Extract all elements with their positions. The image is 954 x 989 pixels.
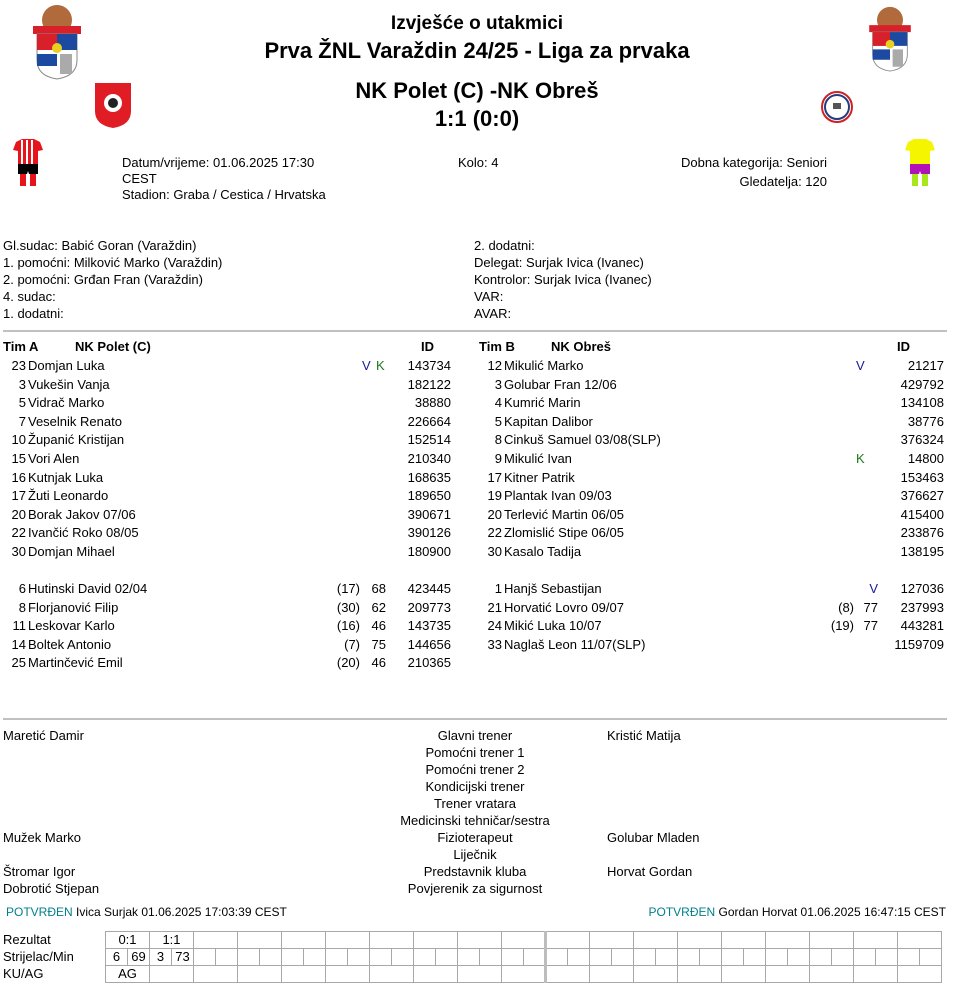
player-name: Vukešin Vanja bbox=[28, 376, 110, 392]
goal-type-cell: AG bbox=[106, 966, 150, 983]
player-row bbox=[0, 543, 460, 562]
goal-type-cell bbox=[854, 966, 898, 983]
player-name: Borak Jakov 07/06 bbox=[28, 506, 136, 522]
goal-minute-cell bbox=[304, 949, 326, 966]
official-fourth: 4. sudac: bbox=[3, 289, 56, 304]
player-number: 3 bbox=[494, 376, 502, 392]
player-id: 423445 bbox=[407, 581, 451, 596]
player-row bbox=[0, 357, 460, 376]
player-number: 14 bbox=[11, 636, 26, 652]
result-cell bbox=[458, 932, 502, 949]
scorer-number-cell bbox=[722, 949, 744, 966]
player-number: 22 bbox=[11, 525, 26, 541]
team-a-id-header: ID bbox=[421, 339, 434, 354]
scorer-number-cell bbox=[678, 949, 700, 966]
goal-type-cell bbox=[414, 966, 458, 983]
confirmed-by: Ivica Surjak 01.06.2025 17:03:39 CEST bbox=[76, 905, 287, 919]
player-id: 168635 bbox=[407, 469, 451, 485]
player-id: 38776 bbox=[907, 413, 944, 429]
match-score: 1:1 (0:0) bbox=[434, 106, 520, 131]
goals-row-labels bbox=[3, 931, 74, 982]
captain-marker: V bbox=[362, 358, 371, 373]
staff-role: Glavni trener bbox=[437, 728, 513, 743]
player-row bbox=[476, 487, 944, 506]
result-cell bbox=[678, 932, 722, 949]
player-number: 20 bbox=[11, 506, 26, 522]
sub-row bbox=[0, 617, 460, 636]
result-cell bbox=[370, 932, 414, 949]
player-number: 3 bbox=[18, 376, 26, 392]
sub-row bbox=[476, 617, 944, 636]
player-id: 38880 bbox=[414, 395, 451, 411]
player-row bbox=[0, 506, 460, 525]
home-staff-member: Mužek Marko bbox=[3, 830, 82, 845]
player-row bbox=[476, 543, 944, 562]
goal-type-cell bbox=[766, 966, 810, 983]
scorer-number-cell bbox=[458, 949, 480, 966]
spectators: Gledatelja: 120 bbox=[739, 174, 827, 189]
player-name: Cinkuš Samuel 03/08(SLP) bbox=[504, 432, 661, 448]
sub-minute: 68 bbox=[371, 581, 386, 596]
confirmed-status: POTVRĐEN bbox=[6, 905, 73, 919]
staff-role: Fizioterapeut bbox=[437, 830, 513, 845]
player-row bbox=[476, 469, 944, 488]
result-cell bbox=[194, 932, 238, 949]
match-title bbox=[0, 78, 954, 104]
team-b-name: NK Obreš bbox=[551, 339, 611, 354]
player-row bbox=[476, 506, 944, 525]
player-name: Mikulić Ivan bbox=[504, 451, 572, 466]
player-name: Veselnik Renato bbox=[28, 413, 122, 429]
captain-marker: V bbox=[856, 358, 865, 373]
result-cell bbox=[238, 932, 282, 949]
official-var: VAR: bbox=[474, 289, 504, 304]
player-name: Kutnjak Luka bbox=[28, 469, 104, 485]
player-number: 5 bbox=[18, 395, 26, 411]
player-row bbox=[0, 394, 460, 413]
player-id: 209773 bbox=[407, 599, 451, 615]
staff-role: Pomoćni trener 1 bbox=[425, 745, 525, 760]
player-name: Plantak Ivan 09/03 bbox=[504, 488, 612, 504]
team-b-label: Tim B bbox=[479, 339, 515, 354]
away-staff-member: Kristić Matija bbox=[607, 728, 681, 743]
player-id: 443281 bbox=[900, 618, 944, 634]
goal-type-cell bbox=[590, 966, 634, 983]
player-id: 134108 bbox=[900, 395, 944, 411]
sub-row bbox=[476, 580, 944, 599]
goal-type-cell bbox=[458, 966, 502, 983]
goal-minute-cell bbox=[568, 949, 590, 966]
scorer-number-cell bbox=[326, 949, 348, 966]
confirmation-right bbox=[648, 905, 946, 919]
player-row bbox=[476, 450, 944, 469]
replaced-player: (17) bbox=[336, 581, 360, 596]
player-name: Kitner Patrik bbox=[504, 469, 575, 485]
replaced-player: (7) bbox=[344, 636, 360, 652]
player-id: 153463 bbox=[900, 469, 944, 485]
sub-minute: 62 bbox=[371, 599, 386, 615]
captain-marker: V bbox=[869, 581, 878, 596]
goals-table bbox=[105, 931, 942, 983]
player-row bbox=[476, 376, 944, 395]
player-id: 233876 bbox=[900, 525, 944, 541]
goal-minute-cell bbox=[524, 949, 546, 966]
home-staff-member: Dobrotić Stjepan bbox=[3, 881, 100, 896]
goal-type-cell bbox=[898, 966, 942, 983]
sub-row bbox=[0, 599, 460, 618]
player-name: Hutinski David 02/04 bbox=[28, 581, 148, 596]
player-number: 30 bbox=[11, 544, 26, 559]
result-row bbox=[106, 932, 942, 949]
player-id: 189650 bbox=[407, 488, 451, 504]
scorer-number-cell bbox=[502, 949, 524, 966]
goal-minute-cell bbox=[260, 949, 282, 966]
result-cell bbox=[414, 932, 458, 949]
goal-type-cell bbox=[150, 966, 194, 983]
player-name: Kumrić Marin bbox=[504, 395, 581, 411]
sub-row bbox=[0, 636, 460, 655]
player-row bbox=[0, 469, 460, 488]
staff-role: Medicinski tehničar/sestra bbox=[400, 813, 550, 828]
official-delegate: Delegat: Surjak Ivica (Ivanec) bbox=[474, 255, 644, 270]
official-additional-1: 1. dodatni: bbox=[3, 306, 64, 321]
player-name: Ivančić Roko 08/05 bbox=[28, 525, 139, 541]
player-id: 210365 bbox=[407, 655, 451, 671]
label-result: Rezultat bbox=[3, 932, 51, 947]
sub-minute: 46 bbox=[371, 655, 386, 671]
player-row bbox=[0, 413, 460, 432]
goal-type-cell bbox=[238, 966, 282, 983]
goal-minute-cell bbox=[392, 949, 414, 966]
result-cell: 0:1 bbox=[106, 932, 150, 949]
scorer-number-cell bbox=[546, 949, 568, 966]
goal-type-cell bbox=[678, 966, 722, 983]
player-number: 6 bbox=[18, 581, 26, 596]
player-name: Mikić Luka 10/07 bbox=[504, 618, 602, 634]
player-number: 1 bbox=[494, 581, 502, 596]
officials-right bbox=[474, 237, 652, 322]
match-stadium: Stadion: Graba / Cestica / Hrvatska bbox=[122, 187, 326, 202]
match-datetime: Datum/vrijeme: 01.06.2025 17:30 bbox=[122, 155, 315, 170]
divider bbox=[3, 330, 947, 332]
player-number: 19 bbox=[487, 488, 502, 504]
player-name: Domjan Mihael bbox=[28, 544, 115, 559]
goal-type-cell bbox=[502, 966, 546, 983]
result-cell bbox=[546, 932, 590, 949]
team-b-id-header: ID bbox=[897, 339, 910, 354]
player-number: 12 bbox=[487, 358, 502, 373]
staff-role: Predstavnik kluba bbox=[423, 864, 527, 879]
keeper-marker: K bbox=[856, 451, 865, 466]
player-name: Županić Kristijan bbox=[28, 432, 125, 448]
confirmation-left bbox=[6, 905, 287, 919]
sub-minute: 77 bbox=[863, 599, 878, 615]
sub-row bbox=[0, 654, 460, 673]
player-name: Leskovar Karlo bbox=[28, 618, 115, 634]
home-team-name: NK Polet (C) bbox=[355, 78, 484, 103]
player-name: Vidrač Marko bbox=[28, 395, 105, 411]
scorer-number-cell bbox=[370, 949, 392, 966]
replaced-player: (16) bbox=[336, 618, 360, 634]
away-kit-icon bbox=[904, 138, 936, 188]
goal-minute-cell bbox=[480, 949, 502, 966]
goal-type-cell bbox=[722, 966, 766, 983]
goal-minute-cell bbox=[348, 949, 370, 966]
player-id: 390671 bbox=[407, 506, 451, 522]
player-name: Horvatić Lovro 09/07 bbox=[504, 599, 624, 615]
scorer-number-cell bbox=[766, 949, 788, 966]
goal-minute-cell bbox=[876, 949, 898, 966]
player-name: Hanjš Sebastijan bbox=[504, 581, 602, 596]
sub-row bbox=[476, 599, 944, 618]
player-number: 11 bbox=[12, 618, 26, 634]
goal-minute-cell bbox=[744, 949, 766, 966]
type-row bbox=[106, 966, 942, 983]
player-id: 144656 bbox=[407, 636, 451, 652]
scorer-number-cell bbox=[238, 949, 260, 966]
goal-type-cell bbox=[370, 966, 414, 983]
player-id: 182122 bbox=[407, 376, 451, 392]
player-id: 376627 bbox=[900, 488, 944, 504]
player-id: 152514 bbox=[407, 432, 451, 448]
player-number: 9 bbox=[494, 451, 502, 466]
player-number: 22 bbox=[487, 525, 502, 541]
result-cell bbox=[502, 932, 546, 949]
player-number: 5 bbox=[494, 413, 502, 429]
player-id: 390126 bbox=[407, 525, 451, 541]
staff-role: Liječnik bbox=[453, 847, 497, 862]
player-id: 415400 bbox=[900, 506, 944, 522]
scorer-row bbox=[106, 949, 942, 966]
player-id: 143735 bbox=[407, 618, 451, 634]
player-id: 138195 bbox=[900, 544, 944, 559]
player-number: 23 bbox=[11, 358, 26, 373]
player-id: 21217 bbox=[907, 358, 944, 373]
result-cell bbox=[898, 932, 942, 949]
player-name: Kasalo Tadija bbox=[504, 544, 582, 559]
scorer-number-cell bbox=[282, 949, 304, 966]
player-number: 16 bbox=[11, 469, 26, 485]
player-number: 10 bbox=[11, 432, 26, 448]
player-name: Naglaš Leon 11/07(SLP) bbox=[504, 636, 646, 652]
player-row bbox=[0, 450, 460, 469]
scorer-number-cell: 3 bbox=[150, 949, 172, 966]
sub-minute: 46 bbox=[371, 618, 386, 634]
player-name: Zlomislić Stipe 06/05 bbox=[504, 525, 624, 541]
player-name: Florjanović Filip bbox=[28, 599, 119, 615]
player-row bbox=[476, 357, 944, 376]
player-name: Mikulić Marko bbox=[504, 358, 584, 373]
player-number: 24 bbox=[487, 618, 502, 634]
result-cell bbox=[634, 932, 678, 949]
player-id: 127036 bbox=[900, 581, 944, 596]
replaced-player: (19) bbox=[830, 618, 854, 634]
player-name: Terlević Martin 06/05 bbox=[504, 506, 624, 522]
player-number: 8 bbox=[18, 599, 26, 615]
officials-left bbox=[3, 237, 222, 322]
player-row bbox=[476, 394, 944, 413]
scorer-number-cell bbox=[414, 949, 436, 966]
match-round: Kolo: 4 bbox=[458, 155, 499, 170]
result-cell bbox=[282, 932, 326, 949]
sub-row bbox=[0, 580, 460, 599]
goal-minute-cell bbox=[216, 949, 238, 966]
goal-minute-cell bbox=[656, 949, 678, 966]
age-category: Dobna kategorija: Seniori bbox=[681, 155, 827, 170]
result-cell bbox=[854, 932, 898, 949]
label-type: KU/AG bbox=[3, 966, 44, 981]
official-avar: AVAR: bbox=[474, 306, 512, 321]
goal-type-cell bbox=[810, 966, 854, 983]
team-a-name: NK Polet (C) bbox=[75, 339, 151, 354]
player-row bbox=[0, 376, 460, 395]
player-row bbox=[0, 487, 460, 506]
goal-minute-cell bbox=[920, 949, 942, 966]
result-cell: 1:1 bbox=[150, 932, 194, 949]
goal-type-cell bbox=[282, 966, 326, 983]
player-id: 1159709 bbox=[894, 636, 944, 652]
goal-type-cell bbox=[634, 966, 678, 983]
team-separator: - bbox=[489, 78, 498, 103]
home-kit-icon bbox=[12, 138, 44, 188]
confirmed-by: Gordan Horvat 01.06.2025 16:47:15 CEST bbox=[718, 905, 946, 919]
keeper-marker: K bbox=[376, 358, 385, 373]
replaced-player: (30) bbox=[336, 599, 360, 615]
goal-minute-cell bbox=[832, 949, 854, 966]
label-scorer: Strijelac/Min bbox=[3, 949, 74, 964]
player-id: 429792 bbox=[900, 376, 944, 392]
goal-minute-cell bbox=[700, 949, 722, 966]
official-assistant-2: 2. pomoćni: Grđan Fran (Varaždin) bbox=[3, 272, 203, 287]
player-number: 7 bbox=[18, 413, 26, 429]
player-name: Domjan Luka bbox=[28, 358, 105, 373]
scorer-number-cell: 6 bbox=[106, 949, 128, 966]
staff-role: Trener vratara bbox=[434, 796, 516, 811]
official-referee: Gl.sudac: Babić Goran (Varaždin) bbox=[3, 238, 197, 253]
match-timezone: CEST bbox=[122, 171, 157, 186]
player-name: Kapitan Dalibor bbox=[504, 413, 593, 429]
scorer-number-cell bbox=[854, 949, 876, 966]
official-assistant-1: 1. pomoćni: Milković Marko (Varaždin) bbox=[3, 255, 223, 270]
player-name: Vori Alen bbox=[28, 451, 80, 466]
player-id: 226664 bbox=[407, 413, 451, 429]
official-additional-2: 2. dodatni: bbox=[474, 238, 535, 253]
player-row bbox=[476, 524, 944, 543]
official-controller: Kontrolor: Surjak Ivica (Ivanec) bbox=[474, 272, 652, 287]
player-name: Žuti Leonardo bbox=[28, 488, 109, 504]
staff-role: Pomoćni trener 2 bbox=[425, 762, 525, 777]
scorer-number-cell bbox=[634, 949, 656, 966]
player-number: 30 bbox=[487, 544, 502, 559]
result-cell bbox=[722, 932, 766, 949]
team-a-label: Tim A bbox=[3, 339, 39, 354]
goal-minute-cell: 69 bbox=[128, 949, 150, 966]
competition-title: Prva ŽNL Varaždin 24/25 - Liga za prvaka bbox=[264, 38, 690, 63]
staff-role: Povjerenik za sigurnost bbox=[407, 881, 543, 896]
player-id: 237993 bbox=[900, 599, 944, 615]
player-id: 210340 bbox=[407, 451, 451, 466]
scorer-number-cell bbox=[194, 949, 216, 966]
goal-minute-cell bbox=[436, 949, 458, 966]
player-id: 376324 bbox=[900, 432, 944, 448]
confirmed-status: POTVRĐEN bbox=[648, 905, 716, 919]
sub-minute: 75 bbox=[371, 636, 386, 652]
player-row bbox=[476, 413, 944, 432]
replaced-player: (8) bbox=[838, 599, 854, 615]
player-id: 180900 bbox=[407, 544, 451, 559]
goal-type-cell bbox=[546, 966, 590, 983]
player-number: 21 bbox=[487, 599, 502, 615]
away-staff-member: Horvat Gordan bbox=[607, 864, 693, 879]
player-number: 17 bbox=[487, 469, 502, 485]
player-number: 8 bbox=[494, 432, 502, 448]
player-row bbox=[0, 524, 460, 543]
goal-minute-cell: 73 bbox=[172, 949, 194, 966]
player-id: 14800 bbox=[907, 451, 944, 466]
divider bbox=[3, 718, 947, 720]
result-cell bbox=[766, 932, 810, 949]
away-team-name: NK Obreš bbox=[497, 78, 599, 103]
player-name: Martinčević Emil bbox=[28, 655, 123, 671]
result-cell bbox=[326, 932, 370, 949]
player-name: Golubar Fran 12/06 bbox=[504, 376, 617, 392]
scorer-number-cell bbox=[898, 949, 920, 966]
goal-minute-cell bbox=[612, 949, 634, 966]
goal-type-cell bbox=[194, 966, 238, 983]
sub-row bbox=[476, 636, 944, 655]
report-title: Izvješće o utakmici bbox=[390, 13, 564, 34]
scorer-number-cell bbox=[590, 949, 612, 966]
player-number: 15 bbox=[11, 451, 26, 466]
player-number: 33 bbox=[487, 636, 502, 652]
player-row bbox=[0, 431, 460, 450]
away-staff-member: Golubar Mladen bbox=[607, 830, 700, 845]
home-staff-member: Štromar Igor bbox=[3, 864, 76, 879]
replaced-player: (20) bbox=[336, 655, 360, 671]
goal-type-cell bbox=[326, 966, 370, 983]
player-number: 25 bbox=[11, 655, 26, 671]
player-name: Boltek Antonio bbox=[28, 636, 112, 652]
scorer-number-cell bbox=[810, 949, 832, 966]
sub-minute: 77 bbox=[863, 618, 878, 634]
player-id: 143734 bbox=[407, 358, 451, 373]
goal-minute-cell bbox=[788, 949, 810, 966]
player-number: 17 bbox=[11, 488, 26, 504]
player-number: 20 bbox=[487, 506, 502, 522]
staff-role: Kondicijski trener bbox=[425, 779, 525, 794]
result-cell bbox=[590, 932, 634, 949]
home-staff-member: Maretić Damir bbox=[3, 728, 84, 743]
player-row bbox=[476, 431, 944, 450]
player-number: 4 bbox=[494, 395, 502, 411]
result-cell bbox=[810, 932, 854, 949]
